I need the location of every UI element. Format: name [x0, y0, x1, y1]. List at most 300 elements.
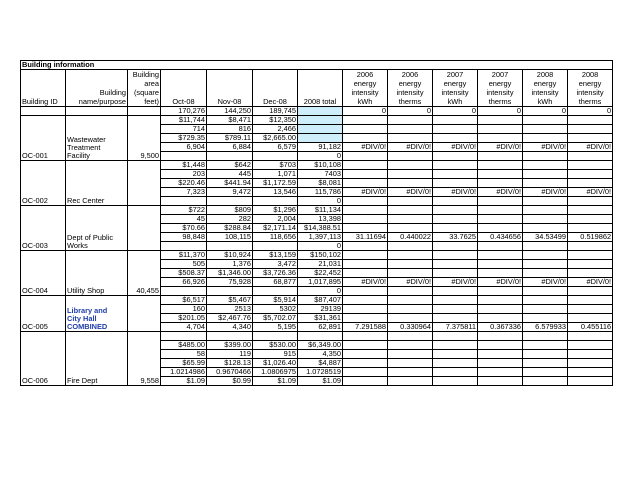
intensity-cell[interactable]: [388, 116, 433, 125]
intensity-cell[interactable]: [433, 269, 478, 278]
intensity-cell[interactable]: [388, 377, 433, 386]
total-cell[interactable]: $14,388.51: [298, 224, 343, 233]
nov-cell[interactable]: $441.94: [207, 179, 253, 188]
total-cell[interactable]: [298, 134, 343, 143]
oct-cell[interactable]: [161, 287, 207, 296]
intensity-cell[interactable]: [478, 116, 523, 125]
intensity-cell[interactable]: [433, 134, 478, 143]
dec-cell[interactable]: $1,172.59: [253, 179, 298, 188]
intensity-cell[interactable]: [433, 170, 478, 179]
building-name[interactable]: [66, 296, 128, 332]
dec-cell[interactable]: 2,466: [253, 125, 298, 134]
intensity-cell[interactable]: #DIV/0!: [568, 143, 613, 152]
header-total[interactable]: 2008 total: [298, 70, 343, 107]
total-cell[interactable]: 0: [298, 287, 343, 296]
dec-cell[interactable]: [253, 287, 298, 296]
dec-cell[interactable]: $1,296: [253, 206, 298, 215]
intensity-cell[interactable]: [343, 251, 388, 260]
intensity-cell[interactable]: [523, 152, 568, 161]
nov-cell[interactable]: 0.9670466: [207, 368, 253, 377]
oct-cell[interactable]: [161, 242, 207, 251]
intensity-cell[interactable]: [343, 215, 388, 224]
total-cell[interactable]: 21,031: [298, 260, 343, 269]
intensity-cell[interactable]: [343, 368, 388, 377]
oct-cell[interactable]: $1.09: [161, 377, 207, 386]
total-cell[interactable]: 7403: [298, 170, 343, 179]
intensity-cell[interactable]: [478, 161, 523, 170]
summary-id[interactable]: [21, 107, 66, 116]
intensity-cell[interactable]: [343, 224, 388, 233]
total-cell[interactable]: 29139: [298, 305, 343, 314]
intensity-cell[interactable]: [343, 161, 388, 170]
intensity-cell[interactable]: [388, 350, 433, 359]
intensity-cell[interactable]: [568, 296, 613, 305]
intensity-cell[interactable]: #DIV/0!: [478, 188, 523, 197]
intensity-cell[interactable]: [523, 251, 568, 260]
intensity-cell[interactable]: [343, 260, 388, 269]
intensity-cell[interactable]: [343, 179, 388, 188]
total-cell[interactable]: $11,134: [298, 206, 343, 215]
dec-cell[interactable]: $12,350: [253, 116, 298, 125]
nov-cell[interactable]: $642: [207, 161, 253, 170]
total-cell[interactable]: $22,452: [298, 269, 343, 278]
intensity-cell[interactable]: [523, 359, 568, 368]
dec-cell[interactable]: $3,726.36: [253, 269, 298, 278]
intensity-cell[interactable]: [343, 314, 388, 323]
summary-intensity[interactable]: 0: [433, 107, 478, 116]
intensity-cell[interactable]: [478, 134, 523, 143]
intensity-cell[interactable]: [568, 359, 613, 368]
dec-cell[interactable]: 68,877: [253, 278, 298, 287]
nov-cell[interactable]: 1,376: [207, 260, 253, 269]
intensity-cell[interactable]: [343, 296, 388, 305]
intensity-cell[interactable]: [388, 242, 433, 251]
nov-cell[interactable]: $5,467: [207, 296, 253, 305]
intensity-cell[interactable]: [478, 152, 523, 161]
nov-cell[interactable]: $288.84: [207, 224, 253, 233]
intensity-cell[interactable]: [568, 260, 613, 269]
intensity-cell[interactable]: 31.11694: [343, 233, 388, 242]
nov-cell[interactable]: $2,467.76: [207, 314, 253, 323]
intensity-cell[interactable]: [523, 305, 568, 314]
intensity-cell[interactable]: [478, 170, 523, 179]
intensity-cell[interactable]: [523, 170, 568, 179]
oct-cell[interactable]: $729.35: [161, 134, 207, 143]
intensity-cell[interactable]: [523, 215, 568, 224]
intensity-cell[interactable]: [388, 197, 433, 206]
intensity-cell[interactable]: #DIV/0!: [343, 143, 388, 152]
dec-cell[interactable]: 118,656: [253, 233, 298, 242]
intensity-cell[interactable]: [343, 116, 388, 125]
nov-cell[interactable]: 2513: [207, 305, 253, 314]
intensity-cell[interactable]: [433, 197, 478, 206]
summary-intensity[interactable]: 0: [388, 107, 433, 116]
intensity-cell[interactable]: [523, 206, 568, 215]
intensity-cell[interactable]: 7.291588: [343, 323, 388, 332]
oct-cell[interactable]: [161, 197, 207, 206]
intensity-cell[interactable]: [433, 287, 478, 296]
nov-cell[interactable]: 9,472: [207, 188, 253, 197]
intensity-cell[interactable]: [388, 332, 433, 341]
nov-cell[interactable]: $128.13: [207, 359, 253, 368]
oct-cell[interactable]: $11,744: [161, 116, 207, 125]
intensity-cell[interactable]: [343, 287, 388, 296]
total-cell[interactable]: 1,397,113: [298, 233, 343, 242]
intensity-cell[interactable]: [433, 224, 478, 233]
intensity-cell[interactable]: [388, 251, 433, 260]
intensity-cell[interactable]: [343, 152, 388, 161]
nov-cell[interactable]: [207, 152, 253, 161]
building-name[interactable]: [66, 116, 128, 161]
intensity-cell[interactable]: #DIV/0!: [433, 188, 478, 197]
dec-cell[interactable]: [253, 332, 298, 341]
header-e2007_th[interactable]: [478, 70, 523, 107]
header-building-name[interactable]: [66, 70, 128, 107]
intensity-cell[interactable]: [343, 377, 388, 386]
summary-intensity[interactable]: 0: [568, 107, 613, 116]
intensity-cell[interactable]: #DIV/0!: [523, 143, 568, 152]
intensity-cell[interactable]: [343, 341, 388, 350]
intensity-cell[interactable]: [343, 359, 388, 368]
building-id[interactable]: OC-006: [21, 332, 66, 386]
header-e2007_kwh[interactable]: [433, 70, 478, 107]
intensity-cell[interactable]: [388, 287, 433, 296]
summary-total[interactable]: [298, 107, 343, 116]
intensity-cell[interactable]: [568, 134, 613, 143]
intensity-cell[interactable]: [433, 206, 478, 215]
intensity-cell[interactable]: [568, 341, 613, 350]
intensity-cell[interactable]: [478, 125, 523, 134]
total-cell[interactable]: [298, 125, 343, 134]
nov-cell[interactable]: 119: [207, 350, 253, 359]
intensity-cell[interactable]: #DIV/0!: [388, 188, 433, 197]
intensity-cell[interactable]: [568, 251, 613, 260]
oct-cell[interactable]: $485.00: [161, 341, 207, 350]
intensity-cell[interactable]: #DIV/0!: [568, 188, 613, 197]
intensity-cell[interactable]: [388, 359, 433, 368]
intensity-cell[interactable]: [433, 377, 478, 386]
intensity-cell[interactable]: [568, 242, 613, 251]
oct-cell[interactable]: 7,323: [161, 188, 207, 197]
intensity-cell[interactable]: #DIV/0!: [343, 278, 388, 287]
intensity-cell[interactable]: [388, 341, 433, 350]
nov-cell[interactable]: 816: [207, 125, 253, 134]
intensity-cell[interactable]: [523, 134, 568, 143]
nov-cell[interactable]: [207, 197, 253, 206]
intensity-cell[interactable]: [568, 314, 613, 323]
intensity-cell[interactable]: [388, 179, 433, 188]
header-oct[interactable]: Oct-08: [161, 70, 207, 107]
summary-dec[interactable]: 189,745: [253, 107, 298, 116]
intensity-cell[interactable]: [478, 368, 523, 377]
header-area[interactable]: [128, 70, 161, 107]
intensity-cell[interactable]: [478, 224, 523, 233]
building-name[interactable]: [66, 251, 128, 296]
intensity-cell[interactable]: [568, 179, 613, 188]
intensity-cell[interactable]: [478, 179, 523, 188]
building-name[interactable]: [66, 206, 128, 251]
intensity-cell[interactable]: 33.7625: [433, 233, 478, 242]
summary-intensity[interactable]: 0: [478, 107, 523, 116]
dec-cell[interactable]: [253, 197, 298, 206]
oct-cell[interactable]: 505: [161, 260, 207, 269]
building-name[interactable]: [66, 161, 128, 206]
header-nov[interactable]: Nov-08: [207, 70, 253, 107]
intensity-cell[interactable]: [568, 332, 613, 341]
intensity-cell[interactable]: [433, 152, 478, 161]
intensity-cell[interactable]: #DIV/0!: [433, 278, 478, 287]
total-cell[interactable]: 1,017,895: [298, 278, 343, 287]
intensity-cell[interactable]: [568, 350, 613, 359]
intensity-cell[interactable]: [433, 314, 478, 323]
intensity-cell[interactable]: [523, 377, 568, 386]
intensity-cell[interactable]: [523, 224, 568, 233]
oct-cell[interactable]: $722: [161, 206, 207, 215]
intensity-cell[interactable]: [433, 359, 478, 368]
nov-cell[interactable]: [207, 287, 253, 296]
intensity-cell[interactable]: [433, 341, 478, 350]
intensity-cell[interactable]: [523, 287, 568, 296]
intensity-cell[interactable]: [478, 359, 523, 368]
intensity-cell[interactable]: [523, 296, 568, 305]
intensity-cell[interactable]: [343, 305, 388, 314]
oct-cell[interactable]: $220.46: [161, 179, 207, 188]
summary-area[interactable]: [128, 107, 161, 116]
intensity-cell[interactable]: [568, 206, 613, 215]
intensity-cell[interactable]: [568, 161, 613, 170]
intensity-cell[interactable]: [343, 350, 388, 359]
dec-cell[interactable]: $2,665.00: [253, 134, 298, 143]
intensity-cell[interactable]: [568, 125, 613, 134]
intensity-cell[interactable]: 34.53499: [523, 233, 568, 242]
header-e2008_th[interactable]: [568, 70, 613, 107]
sheet-title[interactable]: Building information: [21, 61, 613, 70]
intensity-cell[interactable]: [433, 350, 478, 359]
intensity-cell[interactable]: [568, 170, 613, 179]
building-area[interactable]: [128, 161, 161, 206]
total-cell[interactable]: $31,361: [298, 314, 343, 323]
oct-cell[interactable]: 98,848: [161, 233, 207, 242]
intensity-cell[interactable]: #DIV/0!: [523, 278, 568, 287]
summary-oct[interactable]: 170,276: [161, 107, 207, 116]
oct-cell[interactable]: [161, 332, 207, 341]
intensity-cell[interactable]: [433, 125, 478, 134]
oct-cell[interactable]: 203: [161, 170, 207, 179]
total-cell[interactable]: $150,102: [298, 251, 343, 260]
intensity-cell[interactable]: [478, 296, 523, 305]
oct-cell[interactable]: 45: [161, 215, 207, 224]
total-cell[interactable]: 1.0728519: [298, 368, 343, 377]
intensity-cell[interactable]: [523, 179, 568, 188]
intensity-cell[interactable]: [523, 260, 568, 269]
intensity-cell[interactable]: [388, 170, 433, 179]
intensity-cell[interactable]: [388, 296, 433, 305]
intensity-cell[interactable]: [523, 197, 568, 206]
building-area[interactable]: 9,558: [128, 332, 161, 386]
header-e2006_th[interactable]: [388, 70, 433, 107]
intensity-cell[interactable]: [343, 170, 388, 179]
intensity-cell[interactable]: [478, 242, 523, 251]
dec-cell[interactable]: 5,195: [253, 323, 298, 332]
nov-cell[interactable]: $809: [207, 206, 253, 215]
dec-cell[interactable]: $1.09: [253, 377, 298, 386]
intensity-cell[interactable]: [433, 260, 478, 269]
intensity-cell[interactable]: [388, 224, 433, 233]
oct-cell[interactable]: [161, 152, 207, 161]
building-id[interactable]: OC-004: [21, 251, 66, 296]
intensity-cell[interactable]: [478, 251, 523, 260]
nov-cell[interactable]: 108,115: [207, 233, 253, 242]
intensity-cell[interactable]: [478, 377, 523, 386]
intensity-cell[interactable]: [388, 215, 433, 224]
oct-cell[interactable]: 58: [161, 350, 207, 359]
intensity-cell[interactable]: [478, 314, 523, 323]
intensity-cell[interactable]: [343, 332, 388, 341]
intensity-cell[interactable]: [433, 296, 478, 305]
intensity-cell[interactable]: [433, 179, 478, 188]
intensity-cell[interactable]: 0.367336: [478, 323, 523, 332]
intensity-cell[interactable]: [478, 332, 523, 341]
intensity-cell[interactable]: [388, 206, 433, 215]
total-cell[interactable]: $1.09: [298, 377, 343, 386]
intensity-cell[interactable]: [523, 116, 568, 125]
building-area[interactable]: [128, 206, 161, 251]
intensity-cell[interactable]: [568, 197, 613, 206]
building-id[interactable]: OC-002: [21, 161, 66, 206]
dec-cell[interactable]: 1.0806975: [253, 368, 298, 377]
dec-cell[interactable]: [253, 152, 298, 161]
intensity-cell[interactable]: [478, 350, 523, 359]
header-e2008_kwh[interactable]: [523, 70, 568, 107]
intensity-cell[interactable]: #DIV/0!: [478, 143, 523, 152]
intensity-cell[interactable]: [478, 269, 523, 278]
intensity-cell[interactable]: [568, 116, 613, 125]
intensity-cell[interactable]: [478, 305, 523, 314]
intensity-cell[interactable]: [478, 206, 523, 215]
summary-intensity[interactable]: 0: [523, 107, 568, 116]
intensity-cell[interactable]: [478, 197, 523, 206]
intensity-cell[interactable]: [478, 287, 523, 296]
intensity-cell[interactable]: [523, 242, 568, 251]
intensity-cell[interactable]: [478, 341, 523, 350]
building-area[interactable]: 40,455: [128, 251, 161, 296]
nov-cell[interactable]: $8,471: [207, 116, 253, 125]
intensity-cell[interactable]: [433, 251, 478, 260]
intensity-cell[interactable]: [478, 215, 523, 224]
intensity-cell[interactable]: [523, 269, 568, 278]
intensity-cell[interactable]: #DIV/0!: [523, 188, 568, 197]
dec-cell[interactable]: 2,004: [253, 215, 298, 224]
intensity-cell[interactable]: [433, 161, 478, 170]
intensity-cell[interactable]: [523, 332, 568, 341]
intensity-cell[interactable]: [478, 260, 523, 269]
oct-cell[interactable]: 160: [161, 305, 207, 314]
total-cell[interactable]: $10,108: [298, 161, 343, 170]
oct-cell[interactable]: $201.05: [161, 314, 207, 323]
intensity-cell[interactable]: [523, 161, 568, 170]
dec-cell[interactable]: 915: [253, 350, 298, 359]
total-cell[interactable]: 4,350: [298, 350, 343, 359]
intensity-cell[interactable]: [568, 305, 613, 314]
intensity-cell[interactable]: [433, 242, 478, 251]
oct-cell[interactable]: $1,448: [161, 161, 207, 170]
oct-cell[interactable]: 4,704: [161, 323, 207, 332]
oct-cell[interactable]: $6,517: [161, 296, 207, 305]
dec-cell[interactable]: 6,579: [253, 143, 298, 152]
intensity-cell[interactable]: 0.330964: [388, 323, 433, 332]
intensity-cell[interactable]: [388, 134, 433, 143]
dec-cell[interactable]: 1,071: [253, 170, 298, 179]
header-dec[interactable]: Dec-08: [253, 70, 298, 107]
dec-cell[interactable]: 5302: [253, 305, 298, 314]
summary-name[interactable]: [66, 107, 128, 116]
intensity-cell[interactable]: [343, 197, 388, 206]
intensity-cell[interactable]: #DIV/0!: [388, 278, 433, 287]
intensity-cell[interactable]: [388, 260, 433, 269]
dec-cell[interactable]: [253, 242, 298, 251]
intensity-cell[interactable]: #DIV/0!: [433, 143, 478, 152]
total-cell[interactable]: 115,786: [298, 188, 343, 197]
total-cell[interactable]: 62,891: [298, 323, 343, 332]
dec-cell[interactable]: $5,914: [253, 296, 298, 305]
intensity-cell[interactable]: [343, 125, 388, 134]
oct-cell[interactable]: $70.66: [161, 224, 207, 233]
intensity-cell[interactable]: [343, 134, 388, 143]
total-cell[interactable]: 0: [298, 152, 343, 161]
building-id[interactable]: OC-005: [21, 296, 66, 332]
intensity-cell[interactable]: 0.434656: [478, 233, 523, 242]
dec-cell[interactable]: $5,702.07: [253, 314, 298, 323]
building-area[interactable]: [128, 296, 161, 332]
intensity-cell[interactable]: 7.375811: [433, 323, 478, 332]
intensity-cell[interactable]: [433, 305, 478, 314]
intensity-cell[interactable]: [343, 269, 388, 278]
total-cell[interactable]: $6,349.00: [298, 341, 343, 350]
dec-cell[interactable]: $13,159: [253, 251, 298, 260]
dec-cell[interactable]: 3,472: [253, 260, 298, 269]
intensity-cell[interactable]: #DIV/0!: [568, 278, 613, 287]
total-cell[interactable]: 0: [298, 242, 343, 251]
intensity-cell[interactable]: [523, 125, 568, 134]
total-cell[interactable]: $87,407: [298, 296, 343, 305]
dec-cell[interactable]: $530.00: [253, 341, 298, 350]
oct-cell[interactable]: $508.37: [161, 269, 207, 278]
nov-cell[interactable]: $0.99: [207, 377, 253, 386]
nov-cell[interactable]: 6,884: [207, 143, 253, 152]
intensity-cell[interactable]: [523, 314, 568, 323]
nov-cell[interactable]: 445: [207, 170, 253, 179]
intensity-cell[interactable]: [343, 242, 388, 251]
nov-cell[interactable]: 75,928: [207, 278, 253, 287]
intensity-cell[interactable]: 6.579933: [523, 323, 568, 332]
oct-cell[interactable]: 6,904: [161, 143, 207, 152]
intensity-cell[interactable]: [388, 314, 433, 323]
header-building-id[interactable]: Building ID: [21, 70, 66, 107]
intensity-cell[interactable]: [523, 368, 568, 377]
intensity-cell[interactable]: [568, 152, 613, 161]
intensity-cell[interactable]: [343, 206, 388, 215]
total-cell[interactable]: 13,398: [298, 215, 343, 224]
building-id[interactable]: OC-003: [21, 206, 66, 251]
intensity-cell[interactable]: [523, 341, 568, 350]
intensity-cell[interactable]: [388, 368, 433, 377]
intensity-cell[interactable]: [523, 350, 568, 359]
intensity-cell[interactable]: [388, 125, 433, 134]
header-e2006_kwh[interactable]: [343, 70, 388, 107]
oct-cell[interactable]: 66,926: [161, 278, 207, 287]
intensity-cell[interactable]: [568, 287, 613, 296]
nov-cell[interactable]: 4,340: [207, 323, 253, 332]
